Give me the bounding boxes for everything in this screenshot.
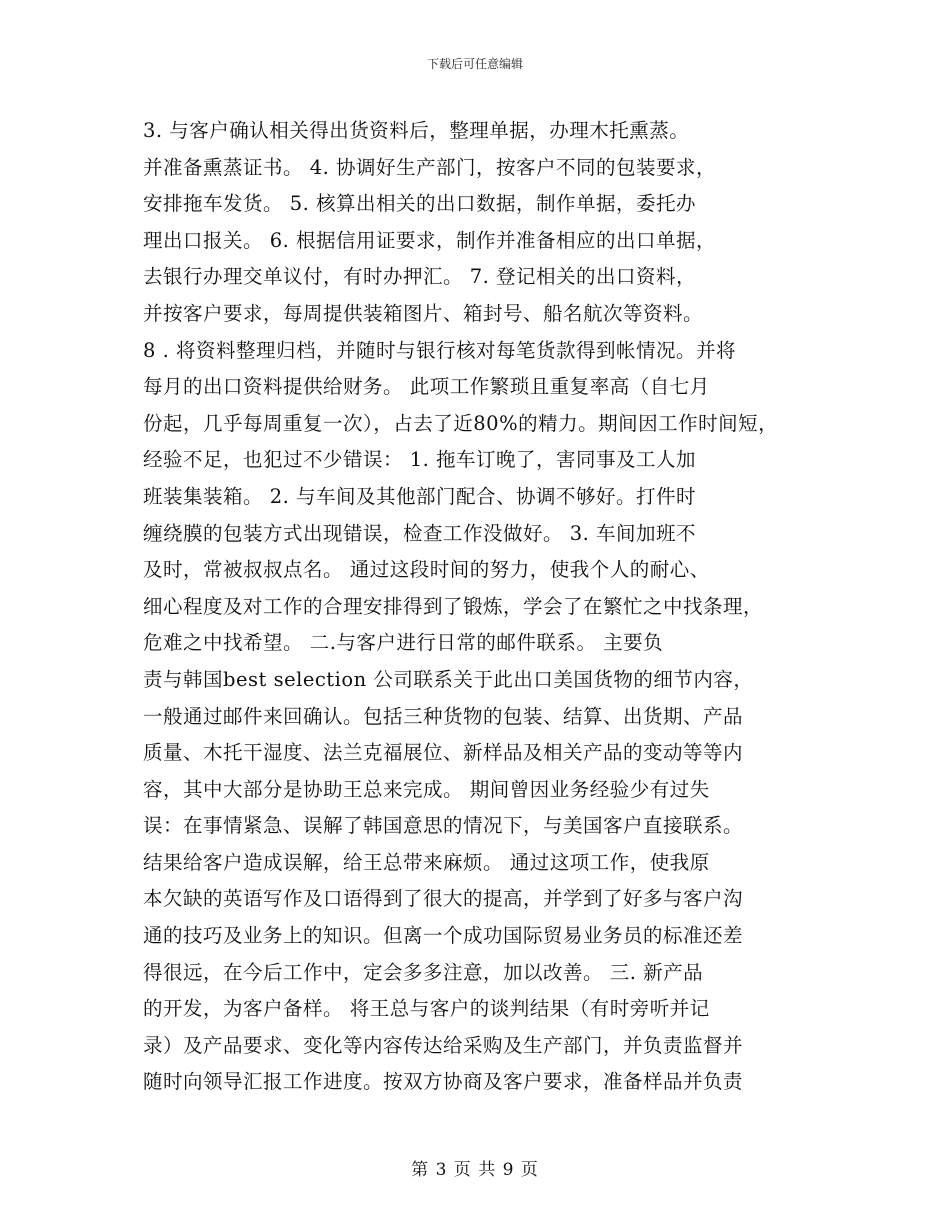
text-line: 及时，常被叔叔点名。 通过这段时间的努力，使我个人的耐心、 <box>143 558 710 582</box>
text-line: 3. 与客户确认相关得出货资料后，整理单据，办理木托熏蒸。 <box>143 119 690 142</box>
text-line: 的开发，为客户备样。 将王总与客户的谈判结果（有时旁听并记 <box>143 997 710 1021</box>
page-footer: 第 3 页 共 9 页 <box>411 1160 539 1180</box>
text-line: 责与韩国best selection 公司联系关于此出口美国货物的细节内容， <box>143 667 754 691</box>
text-line: 份起，几乎每周重复一次），占去了近80%的精力。期间因工作时间短， <box>143 411 779 435</box>
text-line: 安排拖车发货。 5. 核算出相关的出口数据，制作单据，委托办 <box>143 192 697 216</box>
text-line: 误：在事情紧急、误解了韩国意思的情况下，与美国客户直接联系。 <box>143 814 744 838</box>
text-line: 得很远，在今后工作中，定会多多注意，加以改善。 三. 新产品 <box>143 960 704 984</box>
text-line: 危难之中找希望。 二.与客户进行日常的邮件联系。 主要负 <box>143 631 664 655</box>
text-line: 一般通过邮件来回确认。包括三种货物的包装、结算、出货期、产品 <box>143 704 744 728</box>
text-line: 去银行办理交单议付，有时办押汇。 7. 登记相关的出口资料， <box>143 265 697 289</box>
text-line: 并按客户要求，每周提供装箱图片、箱封号、船名航次等资料。 <box>143 301 704 325</box>
text-line: 理出口报关。 6. 根据信用证要求，制作并准备相应的出口单据， <box>143 228 717 252</box>
page-header: 下载后可任意编辑 <box>426 57 523 71</box>
text-line: 质量、木托干湿度、法兰克福展位、新样品及相关产品的变动等等内 <box>143 741 744 765</box>
text-line: 每月的出口资料提供给财务。 此项工作繁琐且重复率高（自七月 <box>143 375 710 399</box>
text-line: 随时向领导汇报工作进度。按双方协商及客户要求，准备样品并负责 <box>143 1070 744 1094</box>
text-line: 8 . 将资料整理归档，并随时与银行核对每笔货款得到帐情况。并将 <box>143 338 737 362</box>
text-line: 班装集装箱。 2. 与车间及其他部门配合、协调不够好。打件时 <box>143 484 697 508</box>
text-line: 缠绕膜的包装方式出现错误，检查工作没做好。 3. 车间加班不 <box>143 521 697 545</box>
text-line: 录）及产品要求、变化等内容传达给采购及生产部门，并负责监督并 <box>143 1033 744 1057</box>
document-body <box>143 113 843 1101</box>
text-line: 经验不足，也犯过不少错误： 1. 拖车订晚了，害同事及工人加 <box>143 448 697 472</box>
text-line: 通的技巧及业务上的知识。但离一个成功国际贸易业务员的标准还差 <box>143 924 744 948</box>
text-line: 结果给客户造成误解，给王总带来麻烦。 通过这项工作，使我原 <box>143 850 710 874</box>
text-line: 细心程度及对工作的合理安排得到了锻炼，学会了在繁忙之中找条理， <box>143 594 764 618</box>
text-line: 本欠缺的英语写作及口语得到了很大的提高，并学到了好多与客户沟 <box>143 887 744 911</box>
text-line: 容，其中大部分是协助王总来完成。 期间曾因业务经验少有过失 <box>143 777 710 801</box>
text-line: 并准备熏蒸证书。 4. 协调好生产部门，按客户不同的包装要求， <box>143 155 717 179</box>
